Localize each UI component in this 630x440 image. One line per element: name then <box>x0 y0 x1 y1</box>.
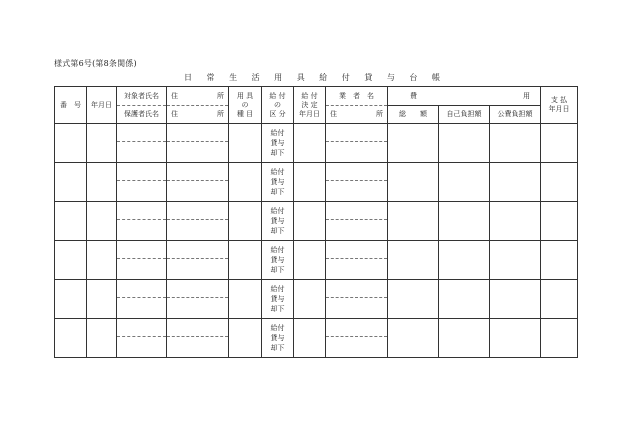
kind-option-loan[interactable]: 貸与 <box>270 334 285 342</box>
entry-payment-date-cell[interactable] <box>541 163 578 202</box>
entry-decision-date-cell[interactable] <box>294 124 326 163</box>
entry-equipment-cell[interactable] <box>229 241 262 280</box>
entry-decision-date-cell[interactable] <box>294 202 326 241</box>
entry-payment-date-cell[interactable] <box>541 280 578 319</box>
kind-option-benefit[interactable]: 給付 <box>270 129 285 137</box>
header-row-1 <box>55 87 578 106</box>
entry-row <box>55 319 578 337</box>
entry-equipment-cell[interactable] <box>229 124 262 163</box>
entry-subject-name-cell[interactable] <box>117 241 167 259</box>
entry-row <box>55 280 578 298</box>
ledger-body <box>55 87 578 358</box>
kind-option-benefit[interactable]: 給付 <box>270 207 285 215</box>
entry-subject-name-cell[interactable] <box>117 124 167 142</box>
entry-guardian-address-cell[interactable] <box>167 181 229 202</box>
entry-subject-name-cell[interactable] <box>117 319 167 337</box>
entry-public-pay-cell[interactable] <box>490 241 541 280</box>
entry-benefit-kind-cell[interactable] <box>262 124 294 163</box>
entry-guardian-address-cell[interactable] <box>167 220 229 241</box>
form-number-label: 様式第6号(第8条関係) <box>54 59 137 68</box>
entry-guardian-address-cell[interactable] <box>167 142 229 163</box>
entry-equipment-cell[interactable] <box>229 163 262 202</box>
entry-total-cell[interactable] <box>388 319 439 358</box>
entry-total-cell[interactable] <box>388 124 439 163</box>
kind-option-reject[interactable]: 却下 <box>270 227 285 235</box>
entry-vendor-name-cell[interactable] <box>326 319 388 337</box>
entry-self-pay-cell[interactable] <box>439 124 490 163</box>
entry-total-cell[interactable] <box>388 280 439 319</box>
entry-decision-date-cell[interactable] <box>294 280 326 319</box>
entry-payment-date-cell[interactable] <box>541 319 578 358</box>
entry-number-cell[interactable] <box>55 163 87 202</box>
entry-date-cell[interactable] <box>87 124 117 163</box>
entry-guardian-address-cell[interactable] <box>167 298 229 319</box>
entry-benefit-kind-cell[interactable] <box>262 319 294 358</box>
entry-subject-address-cell[interactable] <box>167 163 229 181</box>
header-decision-date: 給 付 決 定 年月日 <box>294 87 326 124</box>
entry-row <box>55 241 578 259</box>
entry-equipment-cell[interactable] <box>229 280 262 319</box>
entry-total-cell[interactable] <box>388 163 439 202</box>
entry-date-cell[interactable] <box>87 163 117 202</box>
kind-option-loan[interactable]: 貸与 <box>270 217 285 225</box>
header-address-bottom: 住 所 <box>167 106 229 124</box>
entry-self-pay-cell[interactable] <box>439 280 490 319</box>
entry-row <box>55 202 578 220</box>
entry-guardian-name-cell[interactable] <box>117 337 167 358</box>
entry-payment-date-cell[interactable] <box>541 124 578 163</box>
header-total: 総 額 <box>388 106 439 124</box>
header-vendor-address: 住 所 <box>326 106 388 124</box>
entry-public-pay-cell[interactable] <box>490 124 541 163</box>
ledger-title: 日 常 生 活 用 具 給 付 貸 与 台 帳 <box>184 73 446 82</box>
entry-decision-date-cell[interactable] <box>294 163 326 202</box>
kind-option-benefit[interactable]: 給付 <box>270 285 285 293</box>
entry-vendor-name-cell[interactable] <box>326 124 388 142</box>
entry-number-cell[interactable] <box>55 124 87 163</box>
kind-option-loan[interactable]: 貸与 <box>270 178 285 186</box>
entry-benefit-kind-cell[interactable] <box>262 163 294 202</box>
entry-public-pay-cell[interactable] <box>490 163 541 202</box>
entry-vendor-address-cell[interactable] <box>326 181 388 202</box>
header-guardian-name: 保護者氏名 <box>117 106 167 124</box>
entry-payment-date-cell[interactable] <box>541 202 578 241</box>
entry-self-pay-cell[interactable] <box>439 163 490 202</box>
entry-self-pay-cell[interactable] <box>439 241 490 280</box>
entry-date-cell[interactable] <box>87 319 117 358</box>
entry-vendor-name-cell[interactable] <box>326 163 388 181</box>
kind-option-benefit[interactable]: 給付 <box>270 246 285 254</box>
entry-number-cell[interactable] <box>55 319 87 358</box>
entry-public-pay-cell[interactable] <box>490 319 541 358</box>
entry-decision-date-cell[interactable] <box>294 319 326 358</box>
entry-guardian-name-cell[interactable] <box>117 259 167 280</box>
kind-option-reject[interactable]: 却下 <box>270 266 285 274</box>
kind-option-loan[interactable]: 貸与 <box>270 256 285 264</box>
header-public-pay: 公費負担額 <box>490 106 541 124</box>
kind-option-benefit[interactable]: 給付 <box>270 168 285 176</box>
entry-row <box>55 124 578 142</box>
entry-subject-name-cell[interactable] <box>117 280 167 298</box>
entry-public-pay-cell[interactable] <box>490 202 541 241</box>
kind-option-reject[interactable]: 却下 <box>270 305 285 313</box>
header-date: 年月日 <box>87 87 117 124</box>
entry-guardian-name-cell[interactable] <box>117 298 167 319</box>
entry-number-cell[interactable] <box>55 202 87 241</box>
header-cost: 費 用 <box>388 87 541 106</box>
entry-decision-date-cell[interactable] <box>294 241 326 280</box>
entry-guardian-name-cell[interactable] <box>117 220 167 241</box>
entry-vendor-address-cell[interactable] <box>326 220 388 241</box>
entry-number-cell[interactable] <box>55 241 87 280</box>
kind-option-loan[interactable]: 貸与 <box>270 139 285 147</box>
ledger-table <box>54 86 578 358</box>
entry-subject-address-cell[interactable] <box>167 241 229 259</box>
header-benefit-category: 給 付 の 区 分 <box>262 87 294 124</box>
entry-vendor-name-cell[interactable] <box>326 202 388 220</box>
entry-subject-name-cell[interactable] <box>117 163 167 181</box>
entry-subject-address-cell[interactable] <box>167 319 229 337</box>
entry-subject-address-cell[interactable] <box>167 280 229 298</box>
entry-subject-address-cell[interactable] <box>167 202 229 220</box>
entry-guardian-address-cell[interactable] <box>167 337 229 358</box>
entry-subject-name-cell[interactable] <box>117 202 167 220</box>
entry-date-cell[interactable] <box>87 280 117 319</box>
header-payment-date: 支 払 年月日 <box>541 87 578 124</box>
entry-guardian-name-cell[interactable] <box>117 142 167 163</box>
entry-payment-date-cell[interactable] <box>541 241 578 280</box>
entry-vendor-name-cell[interactable] <box>326 241 388 259</box>
entry-equipment-cell[interactable] <box>229 319 262 358</box>
entry-vendor-address-cell[interactable] <box>326 259 388 280</box>
entry-public-pay-cell[interactable] <box>490 280 541 319</box>
kind-option-reject[interactable]: 却下 <box>270 188 285 196</box>
entry-subject-address-cell[interactable] <box>167 124 229 142</box>
kind-option-loan[interactable]: 貸与 <box>270 295 285 303</box>
entry-guardian-name-cell[interactable] <box>117 181 167 202</box>
header-address-top: 住 所 <box>167 87 229 106</box>
entry-date-cell[interactable] <box>87 241 117 280</box>
entry-vendor-address-cell[interactable] <box>326 298 388 319</box>
entry-self-pay-cell[interactable] <box>439 319 490 358</box>
entry-benefit-kind-cell[interactable] <box>262 280 294 319</box>
header-number: 番 号 <box>55 87 87 124</box>
kind-option-reject[interactable]: 却下 <box>270 149 285 157</box>
entry-vendor-address-cell[interactable] <box>326 142 388 163</box>
header-self-pay: 自己負担額 <box>439 106 490 124</box>
entry-benefit-kind-cell[interactable] <box>262 202 294 241</box>
entry-vendor-address-cell[interactable] <box>326 337 388 358</box>
entry-benefit-kind-cell[interactable] <box>262 241 294 280</box>
kind-option-reject[interactable]: 却下 <box>270 344 285 352</box>
header-vendor-name: 業 者 名 <box>326 87 388 106</box>
header-equipment-type: 用 具 の 種 目 <box>229 87 262 124</box>
header-subject-name: 対象者氏名 <box>117 87 167 106</box>
entry-equipment-cell[interactable] <box>229 202 262 241</box>
entry-guardian-address-cell[interactable] <box>167 259 229 280</box>
entry-self-pay-cell[interactable] <box>439 202 490 241</box>
entry-total-cell[interactable] <box>388 241 439 280</box>
entry-total-cell[interactable] <box>388 202 439 241</box>
entry-number-cell[interactable] <box>55 280 87 319</box>
entry-vendor-name-cell[interactable] <box>326 280 388 298</box>
kind-option-benefit[interactable]: 給付 <box>270 324 285 332</box>
entry-row <box>55 163 578 181</box>
entry-date-cell[interactable] <box>87 202 117 241</box>
